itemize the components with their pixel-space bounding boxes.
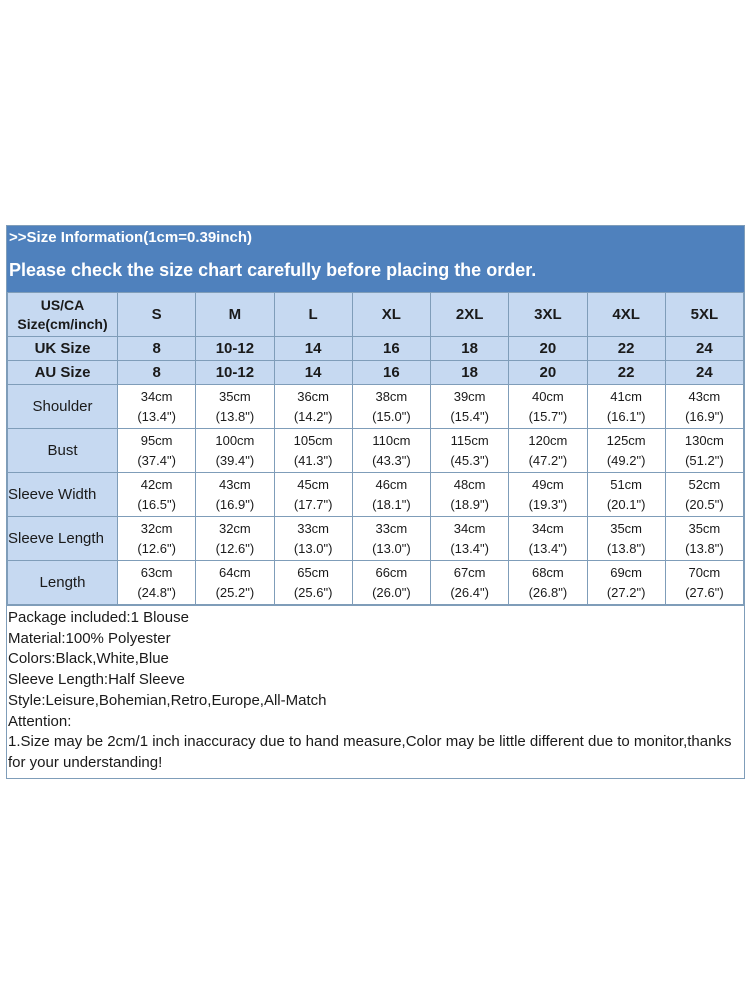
au-size-cell: 16 [352, 361, 430, 385]
au-size-label: AU Size [8, 361, 118, 385]
inch-value: (15.7") [528, 408, 568, 424]
inch-value: (24.8") [137, 584, 176, 600]
cm-value: 130cm [684, 432, 724, 448]
au-size-cell: 22 [587, 361, 665, 385]
uk-size-label: UK Size [8, 337, 118, 361]
inch-value: (27.2") [606, 584, 646, 600]
measurement-cell [274, 561, 352, 605]
uk-size-cell: 22 [587, 337, 665, 361]
measurement-label: Length [8, 561, 118, 605]
measurement-cell [352, 385, 430, 429]
au-size-cell: 18 [431, 361, 509, 385]
cm-value: 43cm [218, 476, 251, 492]
cm-value: 64cm [218, 564, 251, 580]
cm-value: 33cm [375, 520, 408, 536]
cm-value: 49cm [531, 476, 564, 492]
inch-value: (15.4") [450, 408, 489, 424]
size-header-s: S [118, 293, 196, 337]
inch-value: (16.1") [606, 408, 646, 424]
inch-value: (18.9") [450, 496, 489, 512]
size-header-2xl: 2XL [431, 293, 509, 337]
measurement-cell [118, 561, 196, 605]
inch-value: (41.3") [293, 452, 333, 468]
measurement-cell [274, 429, 352, 473]
size-header-4xl: 4XL [587, 293, 665, 337]
uk-size-cell: 20 [509, 337, 587, 361]
measurement-cell [587, 385, 665, 429]
banner-subtitle: Please check the size chart carefully before placing the order. [9, 260, 537, 280]
size-header-3xl: 3XL [509, 293, 587, 337]
inch-value: (43.3") [372, 452, 411, 468]
measurement-cell [352, 561, 430, 605]
note-material: Material:100% Polyester [8, 629, 171, 647]
inch-value: (37.4") [137, 452, 176, 468]
cm-value: 36cm [297, 388, 330, 404]
note-package: Package included:1 Blouse [8, 609, 189, 626]
measurement-cell [665, 385, 743, 429]
inch-value: (49.2") [606, 452, 646, 468]
inch-value: (13.4") [450, 540, 489, 556]
measurement-cell [118, 429, 196, 473]
measurement-cell [431, 429, 509, 473]
measurement-cell [118, 385, 196, 429]
measurement-cell [431, 385, 509, 429]
measurement-cell [274, 385, 352, 429]
inch-value: (25.6") [293, 584, 333, 600]
measurement-cell [196, 561, 274, 605]
uk-size-cell: 10-12 [196, 337, 274, 361]
cm-value: 46cm [375, 476, 408, 492]
uk-size-cell: 16 [352, 337, 430, 361]
measurement-row-shoulder [8, 385, 744, 429]
measurement-cell [431, 473, 509, 517]
inch-value: (12.6") [137, 540, 176, 556]
inch-value: (27.6") [685, 584, 724, 600]
cm-value: 38cm [375, 388, 408, 404]
measurement-label: Sleeve Width [8, 473, 118, 517]
measurement-cell [196, 385, 274, 429]
inch-value: (13.4") [528, 540, 568, 556]
cm-value: 105cm [293, 432, 333, 448]
measurement-label: Sleeve Length [8, 517, 118, 561]
inch-value: (13.0") [372, 540, 411, 556]
cm-value: 40cm [531, 388, 564, 404]
measurement-cell [118, 473, 196, 517]
cm-value: 42cm [140, 476, 173, 492]
measurement-cell [509, 517, 587, 561]
uk-size-row [8, 337, 744, 361]
us-size-row [8, 293, 744, 337]
cm-value: 51cm [610, 476, 643, 492]
size-table [7, 292, 744, 605]
cm-value: 66cm [375, 564, 408, 580]
measurement-row-sleeve-width [8, 473, 744, 517]
au-size-cell: 14 [274, 361, 352, 385]
cm-value: 63cm [140, 564, 173, 580]
inch-value: (51.2") [685, 452, 724, 468]
measurement-label: Bust [8, 429, 118, 473]
measurement-cell [196, 429, 274, 473]
inch-value: (26.4") [450, 584, 489, 600]
inch-value: (14.2") [293, 408, 333, 424]
inch-value: (12.6") [215, 540, 255, 556]
inch-value: (26.0") [372, 584, 411, 600]
measurement-row-sleeve-length [8, 517, 744, 561]
measurement-cell [196, 473, 274, 517]
uk-size-cell: 18 [431, 337, 509, 361]
inch-value: (47.2") [528, 452, 568, 468]
au-size-cell: 24 [665, 361, 743, 385]
note-sleeve-length: Sleeve Length:Half Sleeve [8, 671, 185, 689]
inch-value: (13.8") [215, 408, 255, 424]
inch-value: (16.5") [137, 496, 176, 512]
measurement-row-bust [8, 429, 744, 473]
cm-value: 34cm [140, 388, 173, 404]
inch-value: (19.3") [528, 496, 568, 512]
measurement-cell [431, 517, 509, 561]
measurement-cell [665, 561, 743, 605]
corner-header-cell [8, 293, 118, 337]
cm-value: 67cm [453, 564, 486, 580]
cm-value: 65cm [297, 564, 330, 580]
cm-value: 41cm [610, 388, 643, 404]
size-header-l: L [274, 293, 352, 337]
measurement-cell [352, 517, 430, 561]
inch-value: (17.7") [293, 496, 333, 512]
inch-value: (13.4") [137, 408, 176, 424]
measurement-cell [665, 429, 743, 473]
cm-value: 34cm [453, 520, 486, 536]
measurement-cell [196, 517, 274, 561]
measurement-cell [665, 517, 743, 561]
cm-value: 33cm [297, 520, 330, 536]
size-info-banner [7, 226, 744, 292]
cm-value: 68cm [531, 564, 564, 580]
au-size-cell: 20 [509, 361, 587, 385]
measurement-cell [509, 561, 587, 605]
measurement-cell [274, 473, 352, 517]
cm-value: 69cm [610, 564, 643, 580]
cm-value: 110cm [372, 432, 411, 448]
cm-value: 95cm [140, 432, 173, 448]
inch-value: (25.2") [215, 584, 255, 600]
size-header-xl: XL [352, 293, 430, 337]
measurement-cell [665, 473, 743, 517]
inch-value: (13.8") [606, 540, 646, 556]
banner-title: >>Size Information(1cm=0.39inch) [9, 229, 252, 246]
au-size-row [8, 361, 744, 385]
measurement-cell [509, 429, 587, 473]
cm-value: 100cm [215, 432, 255, 448]
inch-value: (20.1") [606, 496, 646, 512]
cm-value: 35cm [688, 520, 721, 536]
cm-value: 32cm [140, 520, 173, 536]
measurement-cell [509, 473, 587, 517]
uk-size-cell: 8 [118, 337, 196, 361]
inch-value: (20.5") [685, 496, 724, 512]
cm-value: 43cm [688, 388, 721, 404]
note-attention: Attention: [8, 712, 72, 730]
cm-value: 32cm [218, 520, 251, 536]
au-size-cell: 8 [118, 361, 196, 385]
cm-value: 52cm [688, 476, 721, 492]
cm-value: 35cm [610, 520, 643, 536]
measurement-cell [352, 473, 430, 517]
inch-value: (16.9") [685, 408, 724, 424]
inch-value: (26.8") [528, 584, 568, 600]
note-colors: Colors:Black,White,Blue [8, 650, 169, 668]
measurement-cell [587, 473, 665, 517]
inch-value: (13.0") [293, 540, 333, 556]
inch-value: (13.8") [685, 540, 724, 556]
size-chart [6, 225, 745, 779]
cm-value: 70cm [688, 564, 721, 580]
note-attention-detail: 1.Size may be 2cm/1 inch inaccuracy due to hand measure,Color may be little different due to monitor,thanks for your understanding! [8, 733, 732, 771]
corner-label-unit: Size(cm/inch) [17, 315, 108, 332]
cm-value: 34cm [531, 520, 564, 536]
measurement-cell [274, 517, 352, 561]
cm-value: 35cm [218, 388, 251, 404]
corner-label-us: US/CA [40, 296, 85, 313]
inch-value: (45.3") [450, 452, 489, 468]
product-notes [7, 605, 744, 778]
uk-size-cell: 24 [665, 337, 743, 361]
measurement-label: Shoulder [8, 385, 118, 429]
cm-value: 48cm [453, 476, 486, 492]
measurement-cell [431, 561, 509, 605]
uk-size-cell: 14 [274, 337, 352, 361]
cm-value: 115cm [450, 432, 489, 448]
au-size-cell: 10-12 [196, 361, 274, 385]
cm-value: 125cm [606, 432, 646, 448]
note-style: Style:Leisure,Bohemian,Retro,Europe,All-Match [8, 691, 327, 709]
inch-value: (16.9") [215, 496, 255, 512]
inch-value: (15.0") [372, 408, 411, 424]
measurement-cell [587, 517, 665, 561]
cm-value: 45cm [297, 476, 330, 492]
size-header-5xl: 5XL [665, 293, 743, 337]
measurement-cell [587, 561, 665, 605]
size-header-m: M [196, 293, 274, 337]
measurement-cell [509, 385, 587, 429]
measurement-cell [118, 517, 196, 561]
inch-value: (18.1") [372, 496, 411, 512]
inch-value: (39.4") [215, 452, 255, 468]
cm-value: 39cm [453, 388, 486, 404]
cm-value: 120cm [528, 432, 568, 448]
measurement-cell [352, 429, 430, 473]
measurement-cell [587, 429, 665, 473]
measurement-row-length [8, 561, 744, 605]
